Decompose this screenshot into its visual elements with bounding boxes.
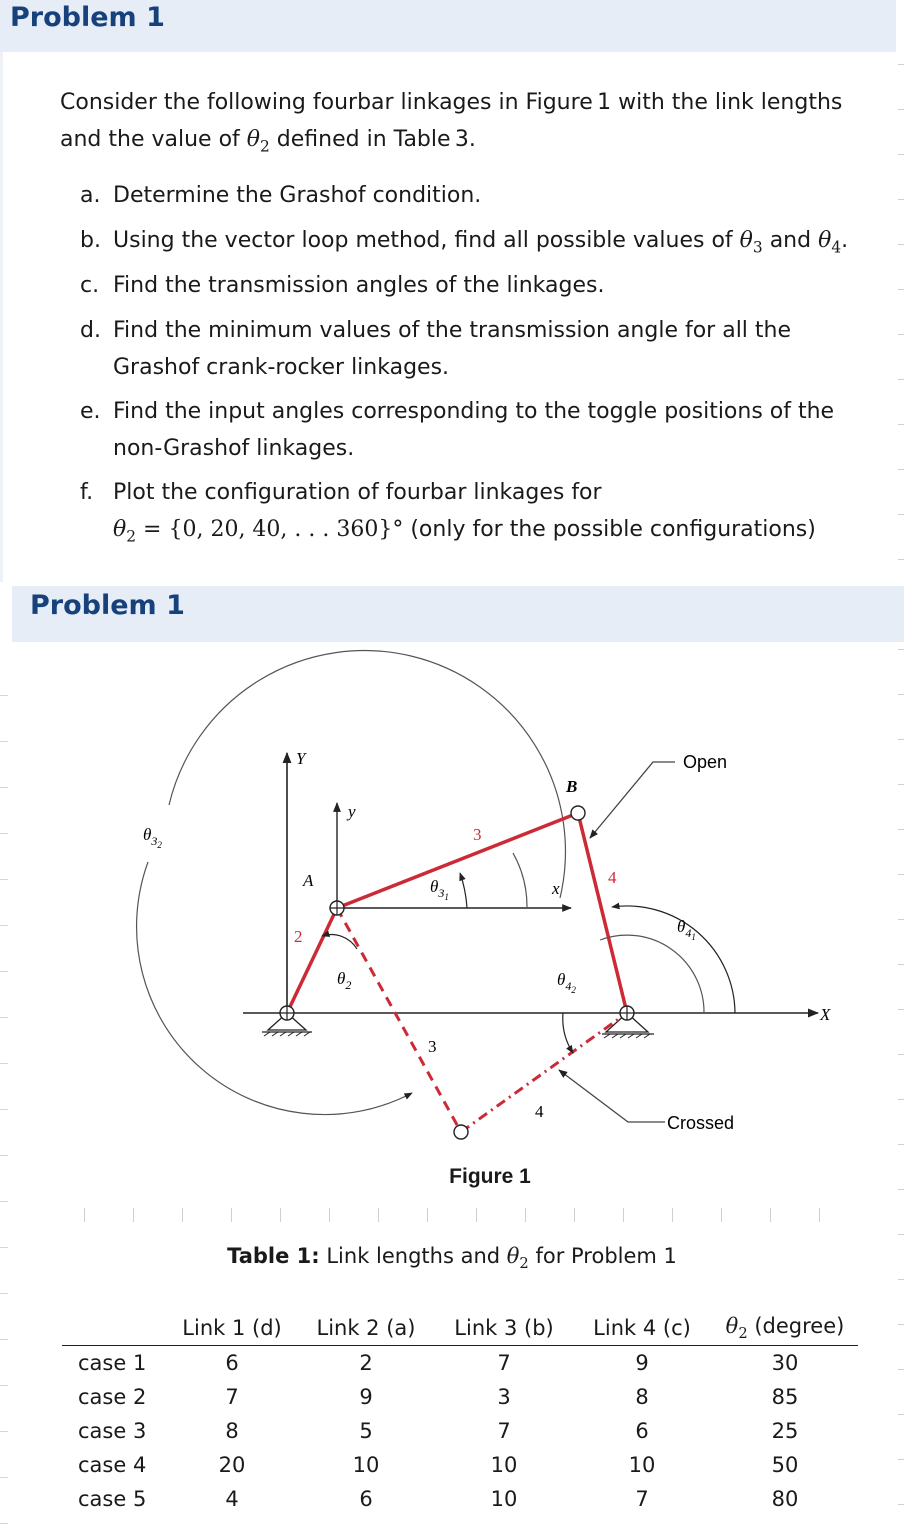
- problem-header-top: Problem 1: [0, 0, 896, 52]
- joint-b: [571, 806, 585, 820]
- theta41-arc: [612, 906, 735, 1013]
- header-link2: Link 2 (a): [296, 1312, 436, 1346]
- angle-set: = {0, 20, 40, . . . 360}°: [136, 517, 404, 542]
- item-label: c.: [80, 273, 100, 298]
- table-cell: 80: [771, 1487, 799, 1512]
- crossed-leader: [559, 1070, 665, 1122]
- table-row: [62, 1448, 858, 1482]
- theta-symbol: θ: [506, 1244, 520, 1268]
- item-text-line2: [80, 511, 870, 555]
- table-cell: 50: [771, 1453, 799, 1478]
- table-row: [62, 1346, 858, 1381]
- theta-subscript: 3: [752, 238, 763, 257]
- table-row: [62, 1414, 858, 1448]
- item-c: [80, 267, 870, 304]
- table-cell: 30: [771, 1351, 799, 1376]
- problem-header-second: Problem 1: [12, 586, 904, 642]
- theta41-arc-inner: [600, 935, 704, 1013]
- link4-crossed: [461, 1013, 627, 1132]
- label-link3: 3: [473, 825, 482, 844]
- table-cell: 3: [497, 1385, 511, 1410]
- label-link4-crossed: 4: [535, 1102, 544, 1121]
- label-crossed: Crossed: [667, 1113, 735, 1133]
- theta-symbol: θ: [739, 228, 753, 253]
- label-x: x: [552, 879, 560, 898]
- link3: [337, 813, 578, 908]
- table-cell: case 4: [78, 1453, 147, 1478]
- item-f: [80, 474, 870, 555]
- label-open: Open: [683, 752, 728, 772]
- item-text: Determine the Grashof condition.: [113, 183, 482, 208]
- table-cell: case 2: [78, 1385, 147, 1410]
- label-B: B: [566, 777, 578, 796]
- label-theta32: $\theta_32$: [143, 825, 162, 850]
- section-divider: [36, 1208, 856, 1222]
- table-cell: 6: [635, 1419, 649, 1444]
- table-cell: 6: [359, 1487, 373, 1512]
- table-cell: 5: [359, 1419, 373, 1444]
- table-cell: case 1: [78, 1351, 147, 1376]
- item-text-post: .: [841, 228, 849, 253]
- table-cell: case 5: [78, 1487, 147, 1512]
- label-theta31: $\theta_31$: [430, 877, 449, 902]
- table-caption: [0, 1244, 904, 1272]
- item-text-line2: Grashof crank-rocker linkages.: [113, 355, 450, 380]
- intro-line2-pre: and the value of: [60, 127, 247, 152]
- header-link1: Link 1 (d): [168, 1312, 296, 1346]
- table-cell: 9: [635, 1351, 649, 1376]
- theta-symbol: θ: [818, 228, 832, 253]
- header-link4: Link 4 (c): [572, 1312, 712, 1346]
- table-cell: 7: [225, 1385, 239, 1410]
- item-d: [80, 312, 870, 386]
- fourbar-linkage-figure: [0, 640, 904, 1160]
- left-accent-bar: [0, 52, 3, 582]
- theta-subscript: 4: [831, 238, 842, 257]
- label-theta42: $\theta_42$: [557, 970, 576, 995]
- table-cell: 10: [490, 1453, 518, 1478]
- link-lengths-table: [62, 1312, 858, 1516]
- header-link3: Link 3 (b): [436, 1312, 572, 1346]
- table-row: [62, 1380, 858, 1414]
- table-cell: 4: [225, 1487, 239, 1512]
- label-y: y: [348, 802, 356, 821]
- table-cell: 85: [771, 1385, 799, 1410]
- table-cell: 8: [635, 1385, 649, 1410]
- link2: [287, 908, 337, 1013]
- theta-symbol: θ: [725, 1314, 739, 1338]
- label-theta2: $\theta_2$: [337, 969, 352, 992]
- link4: [578, 813, 627, 1013]
- item-text-pre: Using the vector loop method, find all possible values of: [113, 228, 740, 253]
- table-cell: 7: [497, 1351, 511, 1376]
- item-e: [80, 393, 870, 467]
- theta32-arc: [169, 651, 565, 898]
- intro-paragraph: [60, 84, 870, 165]
- figure-caption: Figure 1: [449, 1165, 531, 1188]
- table-cell: 2: [359, 1351, 373, 1376]
- theta31-arc: [460, 873, 467, 908]
- item-a: [80, 177, 870, 214]
- label-link2: 2: [294, 927, 303, 946]
- label-X: X: [820, 1005, 831, 1024]
- item-label: a.: [80, 183, 101, 208]
- open-leader: [590, 762, 675, 838]
- table-row: [62, 1482, 858, 1516]
- intro-line1: Consider the following fourbar linkages in Figure 1 with the link lengths: [60, 90, 843, 115]
- theta32-arc-lower: [137, 862, 412, 1115]
- theta-subscript: 2: [260, 137, 270, 156]
- theta-subscript: 2: [126, 527, 137, 546]
- label-theta41: $\theta_41$: [677, 917, 696, 942]
- item-label: f.: [80, 480, 94, 505]
- item-text-line1: Find the minimum values of the transmission angle for all the: [113, 318, 792, 343]
- theta-symbol: θ: [246, 127, 261, 152]
- item-label: e.: [80, 399, 101, 424]
- table-header-row: [62, 1312, 858, 1346]
- table-cell: case 3: [78, 1419, 147, 1444]
- header-blank: [62, 1312, 168, 1346]
- item-label: d.: [80, 318, 101, 343]
- item-text-mid: and: [762, 228, 819, 253]
- theta-symbol: θ: [113, 517, 127, 542]
- table-cell: 8: [225, 1419, 239, 1444]
- header-theta2-unit: (degree): [747, 1314, 845, 1338]
- theta2-arc: [322, 935, 357, 949]
- theta-subscript: 2: [738, 1325, 748, 1343]
- table-cell: 20: [218, 1453, 246, 1478]
- item-text-line1: Plot the configuration of fourbar linkages for: [113, 480, 602, 505]
- table-cell: 7: [497, 1419, 511, 1444]
- table-cell: 25: [771, 1419, 799, 1444]
- theta-subscript: 2: [519, 1255, 529, 1273]
- table-cell: 6: [225, 1351, 239, 1376]
- theta31-large-arc: [513, 853, 527, 908]
- theta42-arc: [563, 1013, 573, 1053]
- table-cell: 10: [628, 1453, 656, 1478]
- item-label: b.: [80, 228, 101, 253]
- joint-b-crossed: [454, 1125, 468, 1139]
- header-theta2: [712, 1312, 858, 1346]
- table-caption-pre: Link lengths and: [319, 1244, 507, 1268]
- table-caption-label: Table 1:: [227, 1244, 320, 1268]
- item-text-line2: non-Grashof linkages.: [113, 436, 355, 461]
- item-b: [80, 222, 870, 266]
- table-cell: 7: [635, 1487, 649, 1512]
- label-link4: 4: [608, 868, 617, 887]
- item-text: Find the transmission angles of the linkages.: [113, 273, 605, 298]
- intro-line2-post: defined in Table 3.: [269, 127, 476, 152]
- label-link3-crossed: 3: [428, 1037, 437, 1056]
- label-Y: Y: [296, 749, 306, 768]
- table-caption-post: for Problem 1: [528, 1244, 677, 1268]
- link3-crossed: [337, 908, 461, 1132]
- table-cell: 9: [359, 1385, 373, 1410]
- table-cell: 10: [490, 1487, 518, 1512]
- item-text-line1: Find the input angles corresponding to the toggle positions of the: [113, 399, 835, 424]
- table-cell: 10: [352, 1453, 380, 1478]
- item-text-post: (only for the possible configurations): [403, 517, 816, 542]
- label-A: A: [303, 871, 314, 890]
